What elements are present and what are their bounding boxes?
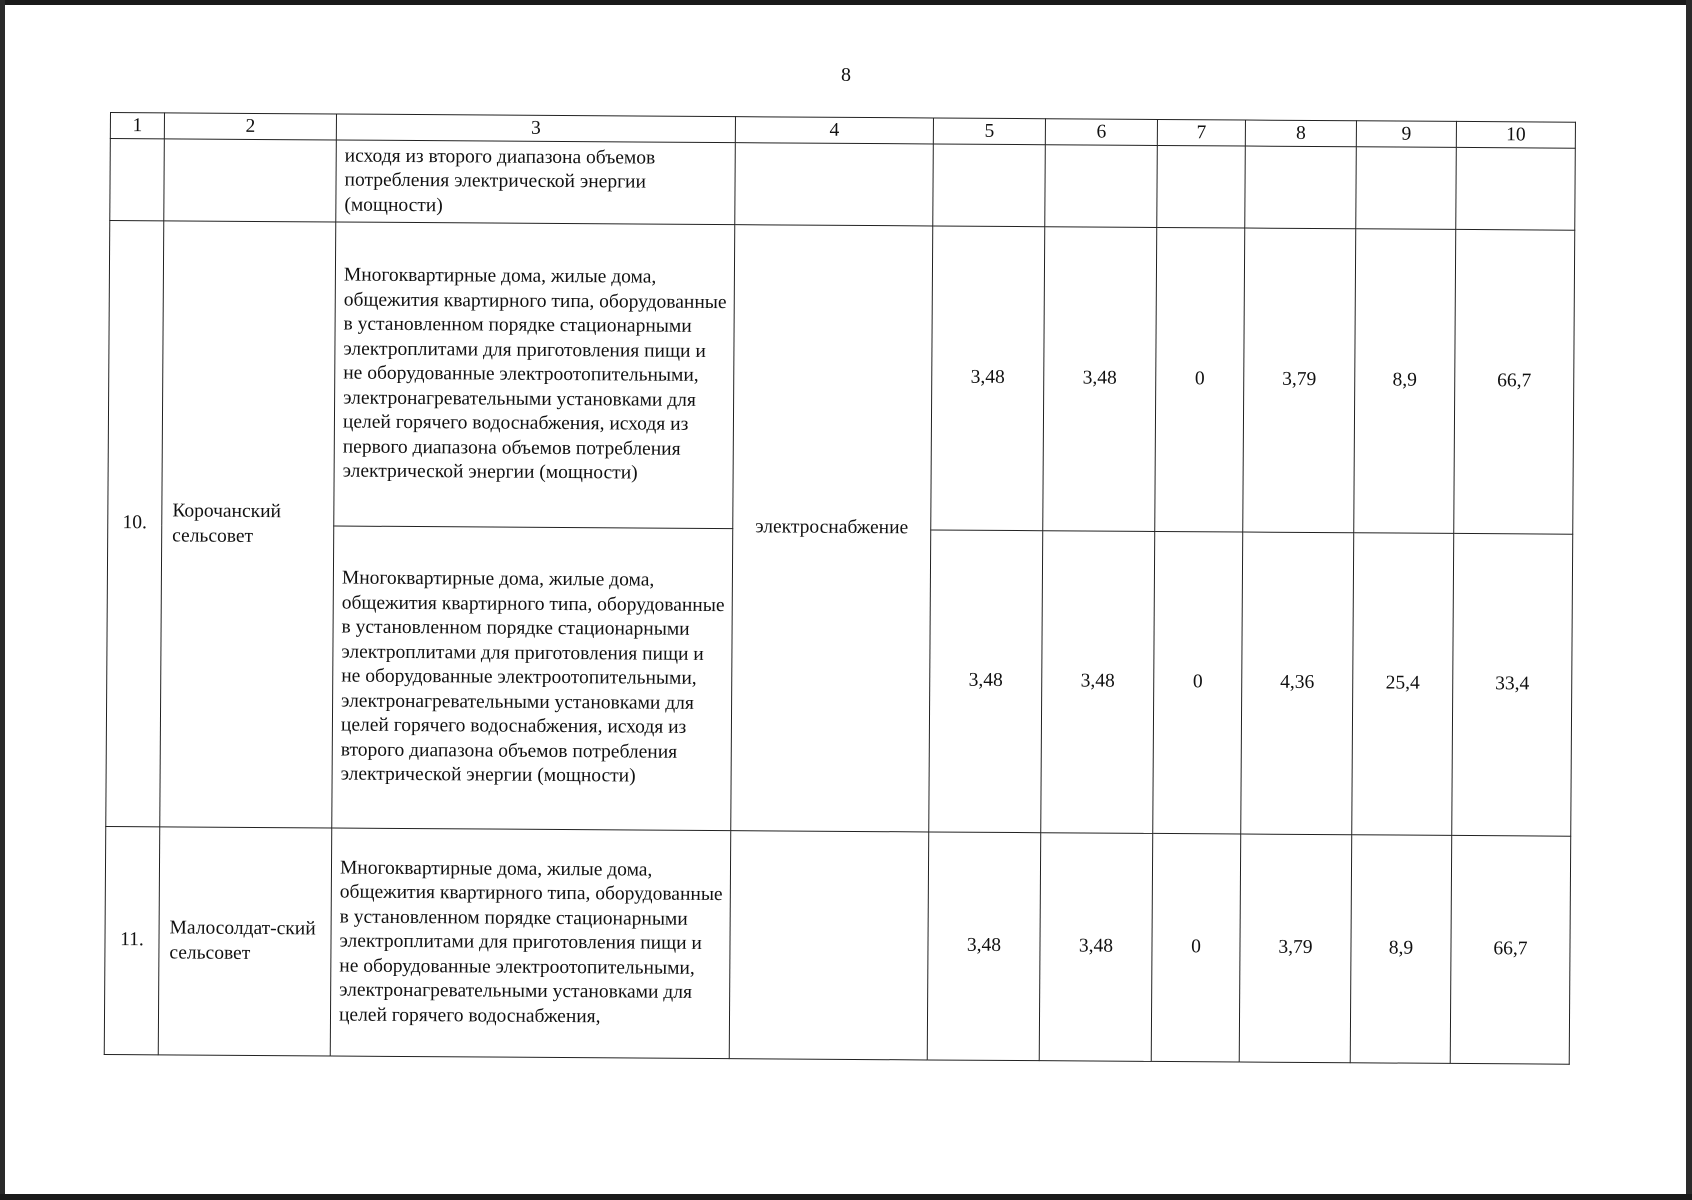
column-header: 7 — [1157, 119, 1245, 146]
municipality-name: Корочанский сельсовет — [160, 221, 336, 828]
column-header: 5 — [933, 118, 1045, 145]
table-row — [108, 221, 1575, 535]
empty-cell — [933, 144, 1046, 227]
value-cell: 25,4 — [1352, 533, 1454, 836]
service-type — [729, 831, 929, 1060]
value-cell: 0 — [1153, 531, 1243, 834]
empty-cell — [1356, 147, 1457, 230]
empty-cell — [1456, 147, 1576, 230]
value-cell: 0 — [1155, 227, 1245, 532]
empty-cell — [1245, 146, 1357, 229]
value-cell: 0 — [1151, 833, 1241, 1062]
value-cell: 3,48 — [1039, 833, 1153, 1062]
consumer-category-description: исходя из второго диапазона объемов потребления электрической энергии (мощности) — [336, 140, 736, 225]
continuation-row — [110, 139, 1576, 231]
column-header: 3 — [336, 114, 735, 143]
row-number: 10. — [106, 221, 164, 827]
value-cell: 3,48 — [929, 530, 1043, 833]
scan-border-left — [0, 0, 5, 1200]
scan-border-top — [0, 0, 1692, 5]
column-header: 6 — [1045, 119, 1157, 146]
column-header: 1 — [110, 113, 164, 139]
consumer-category-description: Многоквартирные дома, жилые дома, общежития квартирного типа, оборудованные в установленном порядке стационарными электроплитами для приготовления пищи и не оборудованные электроотопительными, электронагревательными установками для целей горячего водоснабжения, исходя из второго диапазона объемов потребления электрической энергии (мощности) — [332, 526, 733, 831]
column-header: 10 — [1456, 121, 1575, 148]
consumer-category-description: Многоквартирные дома, жилые дома, общежития квартирного типа, оборудованные в установленном порядке стационарными электроплитами для приготовления пищи и не оборудованные электроотопительными, электронагревательными установками для целей горячего водоснабжения, исходя из первого диапазона объемов потребления электрической энергии (мощности) — [334, 222, 735, 529]
value-cell: 33,4 — [1452, 533, 1573, 836]
value-cell: 66,7 — [1450, 835, 1571, 1064]
table-row — [104, 826, 1570, 1064]
value-cell: 3,79 — [1239, 834, 1352, 1063]
column-header: 2 — [164, 113, 336, 140]
row-number: 11. — [104, 826, 160, 1054]
value-cell: 3,48 — [927, 832, 1041, 1061]
value-cell: 3,48 — [1043, 227, 1157, 532]
empty-cell — [1045, 145, 1158, 228]
municipality-name: Малосолдат-ский сельсовет — [158, 827, 332, 1056]
empty-cell — [1157, 145, 1246, 228]
scan-border-right — [1686, 0, 1692, 1200]
value-cell: 3,79 — [1243, 228, 1356, 533]
scan-border-bottom — [0, 1194, 1692, 1200]
empty-cell — [110, 139, 165, 221]
page-number: 8 — [841, 64, 851, 86]
tariff-table — [104, 112, 1576, 1065]
consumer-category-description: Многоквартирные дома, жилые дома, общежития квартирного типа, оборудованные в установленном порядке стационарными электроплитами для приготовления пищи и не оборудованные электроотопительными, электронагревательными установками для целей горячего водоснабжения, — [330, 828, 731, 1059]
value-cell: 8,9 — [1354, 229, 1456, 534]
value-cell: 3,48 — [931, 226, 1045, 531]
empty-cell — [735, 143, 934, 226]
value-cell: 8,9 — [1350, 835, 1452, 1064]
value-cell: 3,48 — [1041, 531, 1155, 834]
value-cell: 4,36 — [1241, 532, 1354, 835]
column-header: 8 — [1245, 120, 1356, 147]
service-type: электроснабжение — [731, 225, 933, 832]
column-header: 9 — [1356, 121, 1456, 148]
column-header: 4 — [735, 117, 933, 144]
value-cell: 66,7 — [1454, 229, 1575, 534]
empty-cell — [164, 139, 337, 222]
